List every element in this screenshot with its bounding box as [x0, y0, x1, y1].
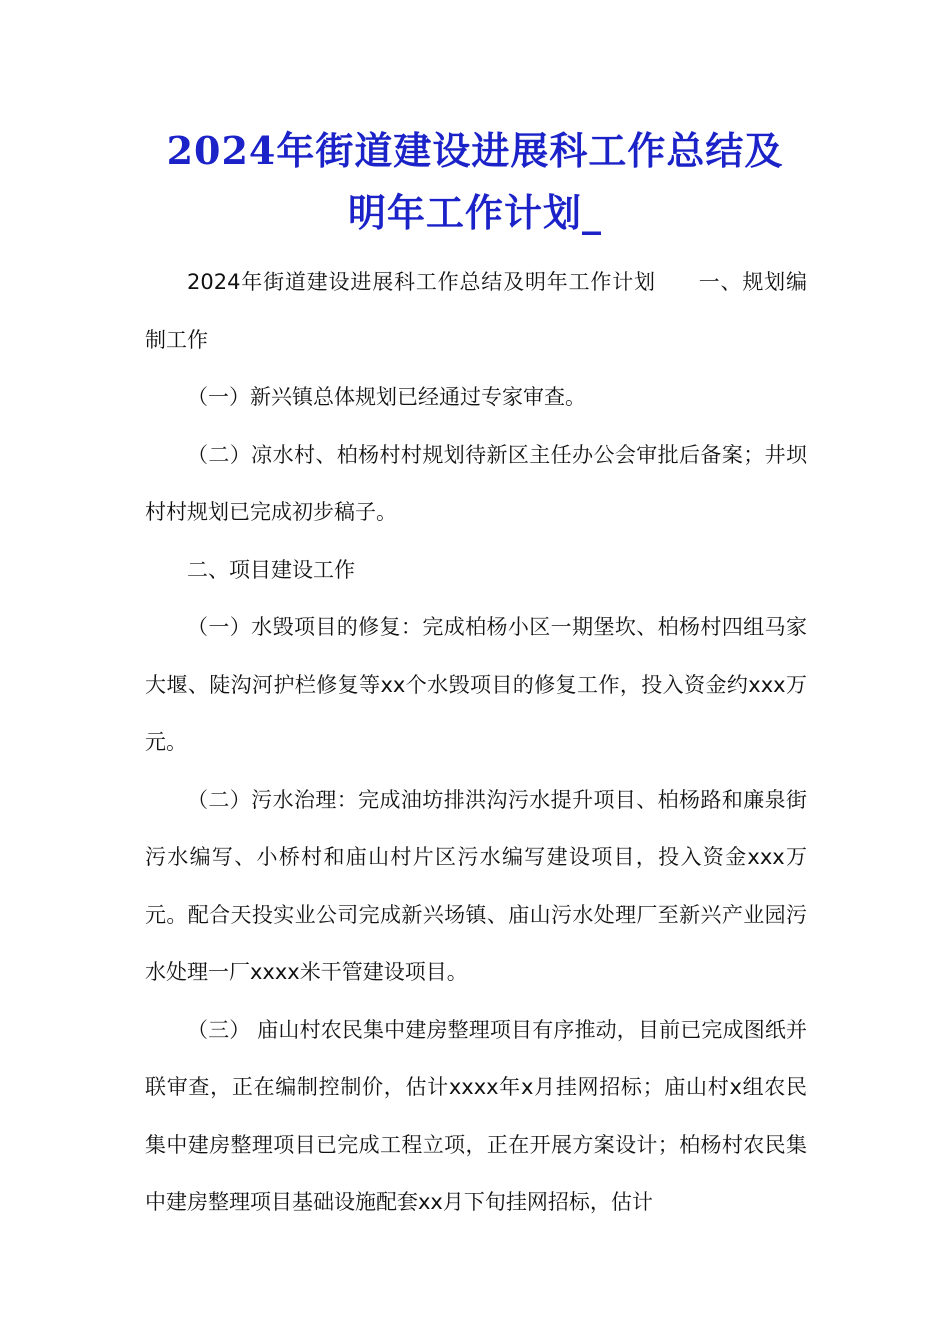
- paragraph: （三） 庙山村农民集中建房整理项目有序推动，目前已完成图纸并联审查，正在编制控制价，估计xxxx年x月挂网招标；庙山村x组农民集中建房整理项目已完成工程立项，正在开展方案设计；柏杨村农民集中建房整理项目基础设施配套xx月下旬挂网招标，估计: [145, 1017, 807, 1214]
- section-heading-projects: 二、项目建设工作: [187, 557, 355, 582]
- paragraph: （二）污水治理：完成油坊排洪沟污水提升项目、柏杨路和廉泉街污水编写、小桥村和庙山村片区污水编写建设项目，投入资金xxx万元。配合天投实业公司完成新兴场镇、庙山污水处理厂至新兴产业园污水处理一厂xxxx米干管建设项目。: [145, 787, 807, 984]
- document-body: [145, 254, 807, 1232]
- paragraph-intro: [145, 254, 807, 369]
- title-line-1: 2024年街道建设进展科工作总结及: [166, 128, 784, 173]
- section-heading-planning: 一、规划编制工作: [145, 270, 807, 352]
- title-line-2: 明年工作计划_: [347, 190, 602, 235]
- paragraph: （二）凉水村、柏杨村村规划待新区主任办公会审批后备案；井坝村村规划已完成初步稿子。: [145, 442, 807, 524]
- paragraph: （一）水毁项目的修复：完成柏杨小区一期堡坎、柏杨村四组马家大堰、陡沟河护栏修复等xx个水毁项目的修复工作，投入资金约xxx万元。: [145, 615, 807, 754]
- paragraph: （一）新兴镇总体规划已经通过专家审查。: [187, 385, 586, 409]
- document-title: [110, 120, 840, 244]
- intro-title-text: 2024年街道建设进展科工作总结及明年工作计划: [187, 270, 656, 294]
